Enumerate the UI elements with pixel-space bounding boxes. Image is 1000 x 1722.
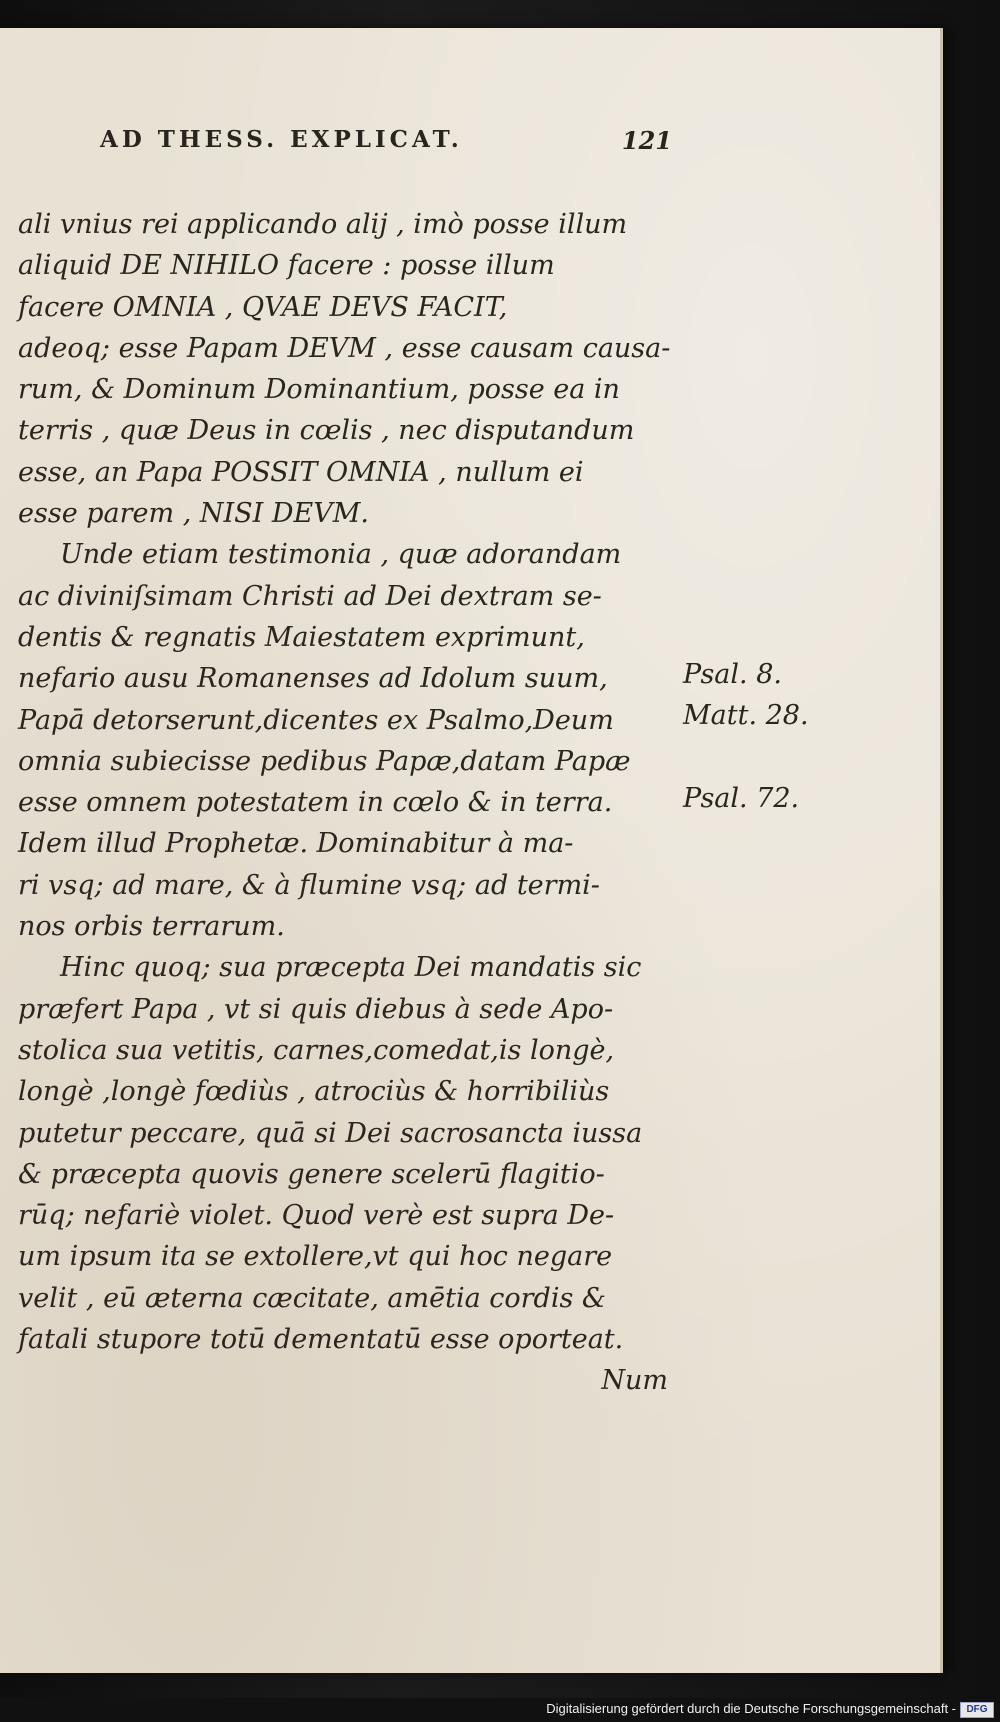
text-line: aliquid DE NIHILO facere : posse illum — [18, 250, 555, 282]
text-line: rum, & Dominum Dominantium, posse ea in — [18, 374, 620, 406]
text-line: velit , eū æterna cæcitate, amētia cordis & — [18, 1282, 606, 1314]
text-line: fatali stupore totū dementatū esse oporteat. — [18, 1324, 624, 1356]
text-line: esse parem , NISI DEVM. — [18, 498, 369, 530]
running-title: AD THESS. EXPLICAT. — [100, 126, 463, 153]
marginal-note: Matt. 28. — [683, 700, 809, 731]
body-text — [18, 204, 678, 1402]
marginal-note: Psal. 8. — [683, 659, 782, 690]
text-line: putetur peccare, quā si Dei sacrosancta iussa — [18, 1117, 643, 1149]
text-line: nos orbis terrarum. — [18, 911, 285, 943]
text-line: esse omnem potestatem in cœlo & in terra. — [18, 787, 613, 819]
text-line: ali vnius rei applicando alij , imò posse illum — [18, 209, 628, 240]
text-line: stolica sua vetitis, carnes,comedat,is longè, — [18, 1034, 615, 1066]
text-line: Unde etiam testimonia , quæ adorandam — [60, 539, 622, 571]
text-line: ac diviniſsimam Christi ad Dei dextram se- — [18, 580, 602, 612]
text-line: rūq; nefariè violet. Quod verè est supra De- — [18, 1200, 615, 1232]
text-line: longè ,longè fœdiùs , atrociùs & horribiliùs — [18, 1076, 610, 1108]
footer-credit: Digitalisierung gefördert durch die Deutsche Forschungsgemeinschaft - — [546, 1701, 956, 1716]
text-line: Hinc quoq; sua præcepta Dei mandatis sic — [60, 952, 642, 984]
text-line: præfert Papa , vt si quis diebus à sede Apo- — [18, 993, 614, 1025]
dfg-logo: DFG — [960, 1702, 994, 1718]
text-line: esse, an Papa POSSIT OMNIA , nullum ei — [18, 456, 584, 488]
text-line: omnia subiecisse pedibus Papæ,datam Papæ — [18, 745, 631, 777]
text-line: & præcepta quovis genere scelerū flagitio- — [18, 1158, 605, 1190]
footer-bar — [0, 1698, 1000, 1722]
text-line: adeoq; esse Papam DEVM , esse causam causa- — [18, 332, 671, 364]
text-line: facere OMNIA , QVAE DEVS FACIT, — [18, 291, 508, 323]
catchword: Num — [601, 1365, 668, 1397]
text-line: nefario ausu Romanenses ad Idolum suum, — [18, 663, 608, 695]
text-line: um ipsum ita se extollere,vt qui hoc negare — [18, 1241, 613, 1273]
book-page — [0, 28, 943, 1673]
text-line: Papā detorserunt,dicentes ex Psalmo,Deum — [18, 704, 614, 736]
text-line: Idem illud Prophetæ. Dominabitur à ma- — [18, 828, 574, 860]
running-head — [100, 126, 680, 166]
text-line: dentis & regnatis Maiestatem exprimunt, — [18, 621, 585, 653]
page-number: 121 — [621, 126, 672, 155]
marginal-note: Psal. 72. — [683, 783, 800, 814]
text-line: ri vsq; ad mare, & à flumine vsq; ad termi- — [18, 869, 600, 901]
text-line: terris , quæ Deus in cœlis , nec disputandum — [18, 415, 635, 447]
